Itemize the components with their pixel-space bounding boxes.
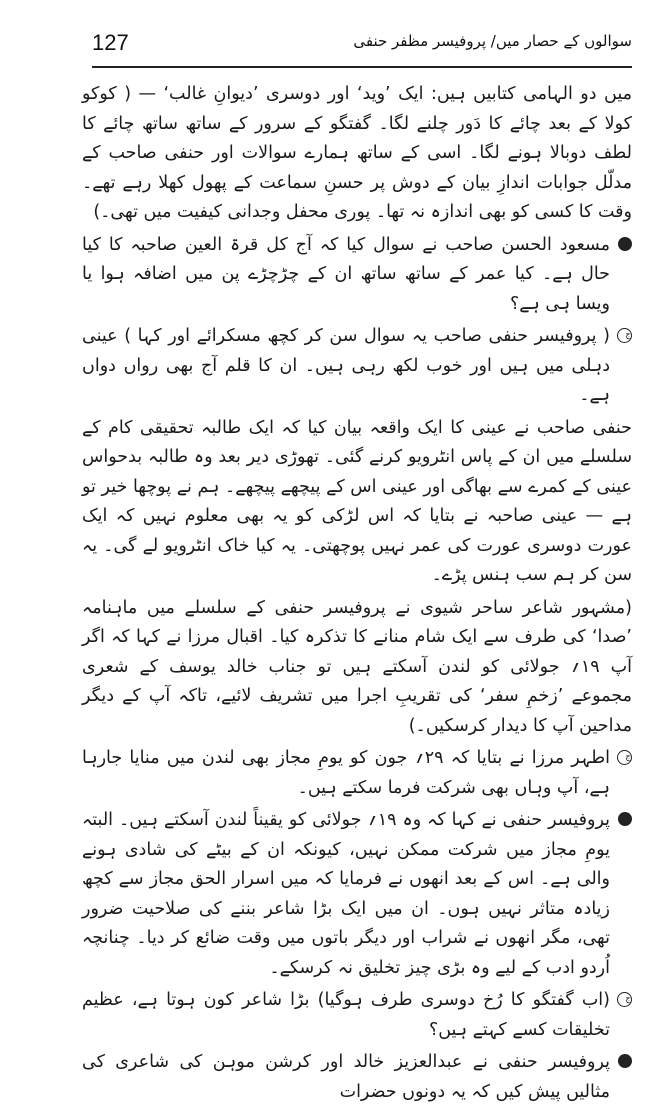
paragraph-text: پروفیسر حنفی نے عبدالعزیز خالد اور کرشن موہن کی شاعری کی مثالیں پیش کیں کہ یہ دونوں حضرات (82, 1052, 610, 1102)
paragraph (82, 414, 632, 591)
paragraph-text: مسعود الحسن صاحب نے سوال کیا کہ آج کل قرۃ العین صاحبہ کا کیا حال ہے۔ کیا عمر کے ساتھ ساتھ ان کے چڑچڑے پن میں اضافہ ہوا یا ویسا ہی ہے؟ (82, 234, 610, 314)
page-number: 127 (92, 30, 129, 55)
paragraph-text: حنفی صاحب نے عینی کا ایک واقعہ بیان کیا کہ ایک طالبہ تحقیقی کام کے سلسلے میں ان کے پاس انٹرویو کرنے گئی۔ تھوڑی دیر بعد وہ طالبہ بدحواس عینی کے کمرے سے بھاگی اور عینی اس کے پیچھے پیچھے۔ ہم نے پوچھا خیر تو ہے — عینی صاحبہ نے بتایا کہ اس لڑکی کو یہ بھی معلوم نہیں کہ ایک عورت دوسری عورت کی عمر نہیں پوچھتی۔ یہ کیا خاک انٹرویو لے گی۔ یہ سن کر ہم سب ہنس پڑے۔ (82, 417, 632, 585)
paragraph-text: ( پروفیسر حنفی صاحب یہ سوال سن کر کچھ مسکرائے اور کہا ) عینی دہلی میں ہیں اور خوب لکھ رہی ہیں۔ ان کا قلم آج بھی رواں دواں ہے۔ (82, 326, 610, 405)
paragraph-text: میں دو الہامی کتابیں ہیں: ایک ’وید‘ اور دوسری ’دیوانِ غالب‘ — ( کوکو کولا کے بعد چائے کا دَور چلنے لگا۔ گفتگو کے سرور کے ساتھ ساتھ چائے کا لطف دوبالا ہونے لگا۔ اسی کے ساتھ ہمارے سوالات اور حنفی صاحب کے مدلّل جوابات اندازِ بیان کے دوش پر حسنِ سماعت کے پھول کھلا رہے تھے۔ وقت کا کسی کو بھی اندازہ نہ تھا۔ پوری محفل وجدانی کیفیت میں تھی۔) (82, 84, 632, 222)
circled-letter-icon: ج (617, 750, 632, 765)
bullet-icon (618, 237, 632, 251)
running-title: سوالوں کے حصار میں/ پروفیسر مظفر حنفی (353, 32, 632, 50)
paragraph-text: پروفیسر حنفی نے کہا کہ وہ ۱۹؍ جولائی کو یقیناً لندن آسکتے ہیں۔ البتہ یومِ مجاز میں شرکت ممکن نہیں، کیونکہ ان کے بیٹے کی شادی ہونے والی ہے۔ اس کے بعد انھوں نے فرمایا کہ میں اسرار الحق مجاز سے کچھ زیادہ متاثر نہیں ہوں۔ ان میں ایک بڑا شاعر بننے کی صلاحیت ضرور تھی، مگر انھوں نے شراب اور دیگر باتوں میں وقت ضائع کر دیا۔ چنانچہ اُردو ادب کے لیے وہ بڑی چیز تخلیق نہ کرسکے۔ (82, 810, 610, 978)
bullet-icon (618, 1054, 632, 1068)
page-body (82, 80, 633, 1102)
paragraph (82, 322, 632, 411)
paragraph (82, 80, 632, 228)
header-rule (92, 66, 632, 68)
bullet-icon (618, 812, 632, 826)
paragraph (82, 744, 632, 803)
paragraph (82, 231, 632, 320)
paragraph (82, 986, 632, 1045)
paragraph-text: اطہر مرزا نے بتایا کہ ۲۹؍ جون کو یومِ مجاز بھی لندن میں منایا جارہا ہے، آپ وہاں بھی شرکت فرما سکتے ہیں۔ (82, 748, 610, 798)
circled-letter-icon: ج (617, 328, 632, 343)
paragraph-text: (مشہور شاعر ساحر شیوی نے پروفیسر حنفی کے سلسلے میں ماہنامہ ’صدا‘ کی طرف سے ایک شام منانے کا تذکرہ کیا۔ اقبال مرزا نے کہا کہ اگر آپ ۱۹؍ جولائی کو لندن آسکتے ہیں تو جناب خالد یوسف کے شعری مجموعے ’زخمِ سفر‘ کی تقریبِ اجرا میں تشریف لائیے، تاکہ آپ کے دیگر مداحین آپ کا دیدار کرسکیں۔) (82, 597, 633, 736)
paragraph-text: (اب گفتگو کا رُخ دوسری طرف ہوگیا) بڑا شاعر کون ہوتا ہے، عظیم تخلیقات کسے کہتے ہیں؟ (82, 990, 610, 1040)
paragraph (82, 1048, 632, 1107)
paragraph (82, 806, 632, 983)
circled-letter-icon: ج (617, 992, 632, 1007)
paragraph (82, 594, 632, 742)
page-header (92, 28, 632, 64)
